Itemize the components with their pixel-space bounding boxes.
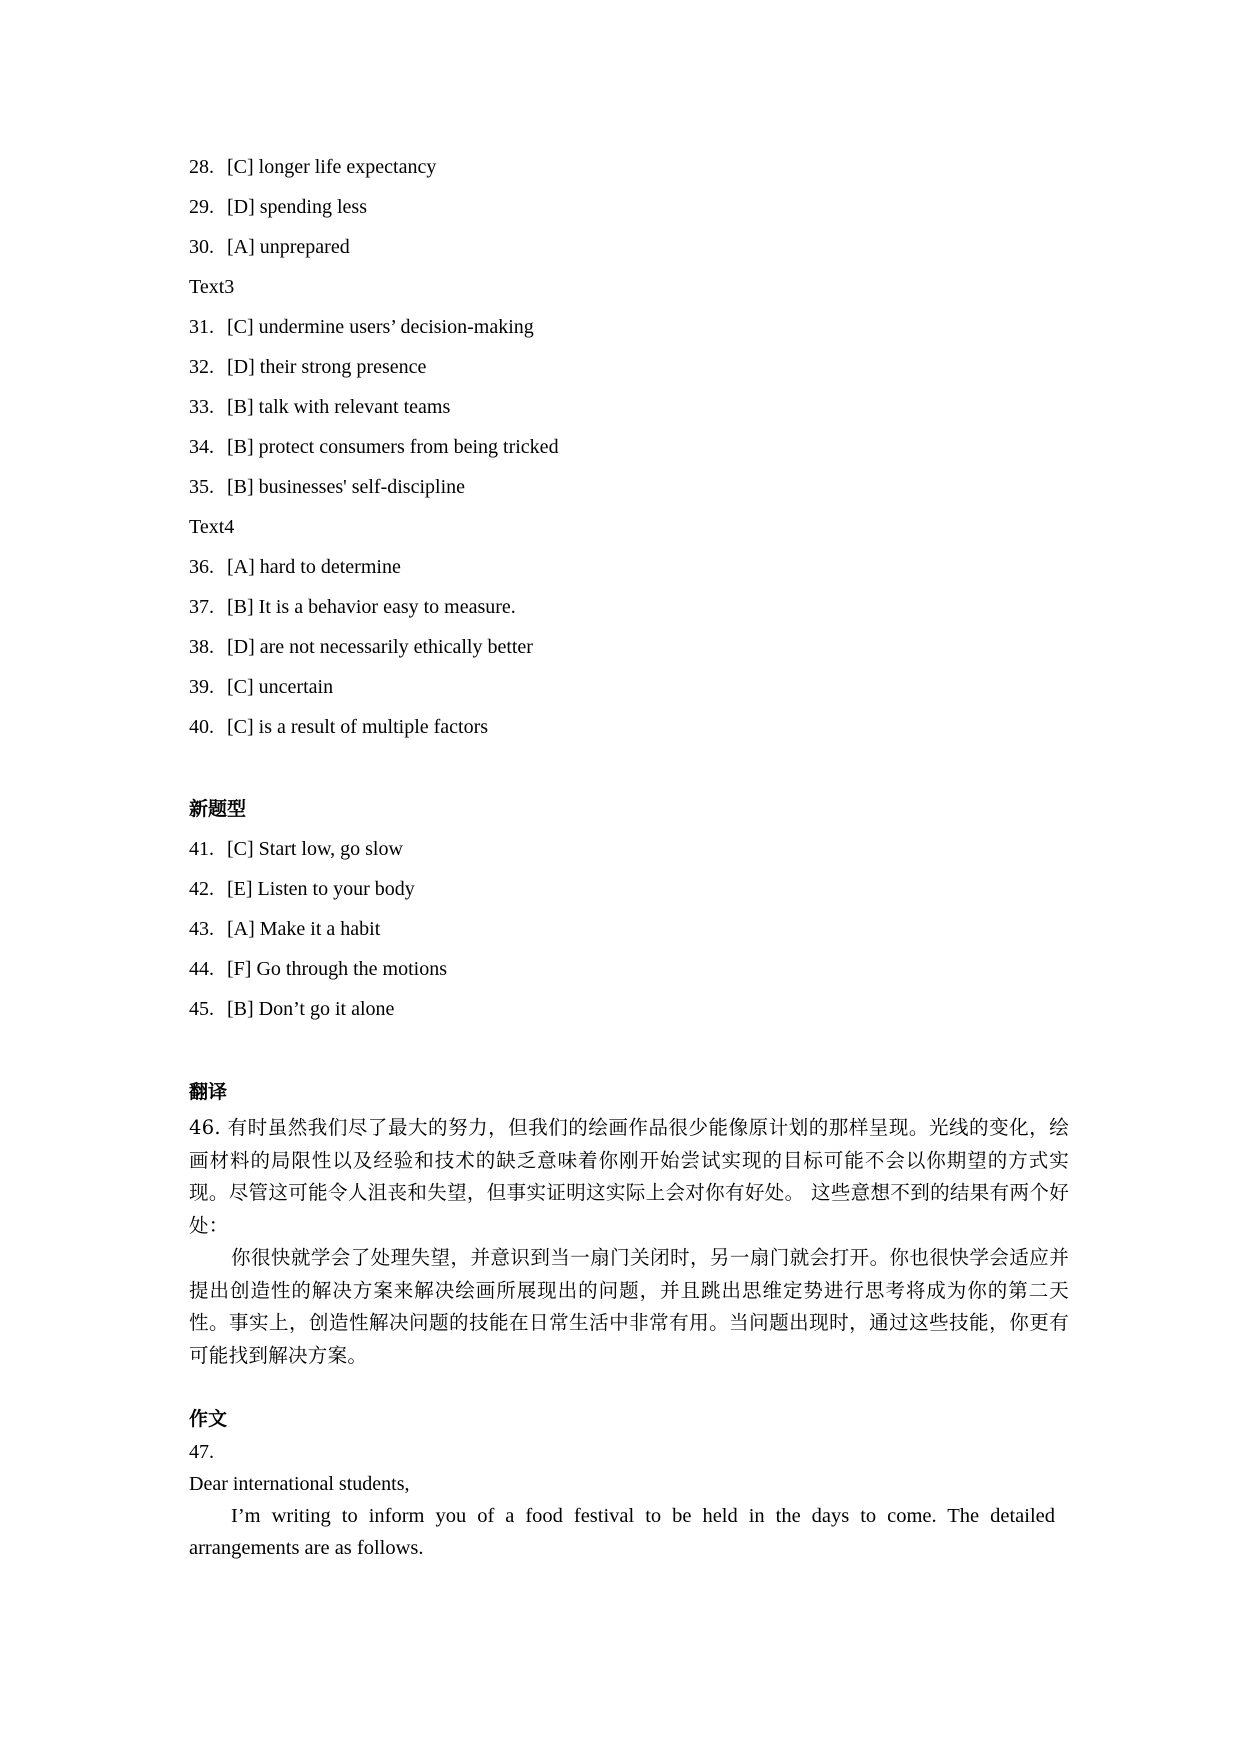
answer-item: 29. [D] spending less [189, 196, 367, 218]
answer-item: 35. [B] businesses' self-discipline [189, 476, 466, 498]
section-label-text4: Text4 [189, 516, 235, 538]
answer-item: 36. [A] hard to determine [189, 556, 401, 578]
answer-item: 40. [C] is a result of multiple factors [189, 716, 489, 738]
section-heading-essay: 作文 [189, 1408, 228, 1430]
answer-item: 45. [B] Don’t go it alone [189, 998, 395, 1020]
answer-item: 33. [B] talk with relevant teams [189, 396, 451, 418]
answer-item: 42. [E] Listen to your body [189, 878, 415, 900]
answer-item: 32. [D] their strong presence [189, 356, 427, 378]
section-heading-translation: 翻译 [189, 1081, 228, 1103]
answer-item: 28. [C] longer life expectancy [189, 156, 437, 178]
answer-item: 41. [C] Start low, go slow [189, 838, 403, 860]
answer-item: 39. [C] uncertain [189, 676, 334, 698]
essay-body: I’m writing to inform you of a food festival to be held in the days to come. The detailed arrangements are as follows. [189, 1505, 1055, 1559]
answer-item: 44. [F] Go through the motions [189, 958, 447, 980]
translation-paragraph: 46. 有时虽然我们尽了最大的努力，但我们的绘画作品很少能像原计划的那样呈现。光线的变化，绘画材料的局限性以及经验和技术的缺乏意味着你刚开始尝试实现的目标可能不会以你期望的方式实现。尽管这可能令人沮丧和失望，但事实证明这实际上会对你有好处。 这些意想不到的结果有两个好处： [189, 1116, 1069, 1237]
essay-number: 47. [189, 1441, 214, 1463]
answer-item: 30. [A] unprepared [189, 236, 350, 258]
answer-item: 38. [D] are not necessarily ethically better [189, 636, 533, 658]
answer-item: 31. [C] undermine users’ decision-making [189, 316, 534, 338]
section-label-text3: Text3 [189, 276, 235, 298]
answer-item: 34. [B] protect consumers from being tricked [189, 436, 559, 458]
answer-item: 43. [A] Make it a habit [189, 918, 381, 940]
translation-paragraph: 你很快就学会了处理失望，并意识到当一扇门关闭时，另一扇门就会打开。你也很快学会适应并提出创造性的解决方案来解决绘画所展现出的问题，并且跳出思维定势进行思考将成为你的第二天性。事实上，创造性解决问题的技能在日常生活中非常有用。当问题出现时，通过这些技能，你更有可能找到解决方案。 [189, 1246, 1069, 1367]
answer-item: 37. [B] It is a behavior easy to measure. [189, 596, 516, 618]
section-heading-new-type: 新题型 [189, 798, 247, 820]
essay-salutation: Dear international students, [189, 1473, 410, 1495]
